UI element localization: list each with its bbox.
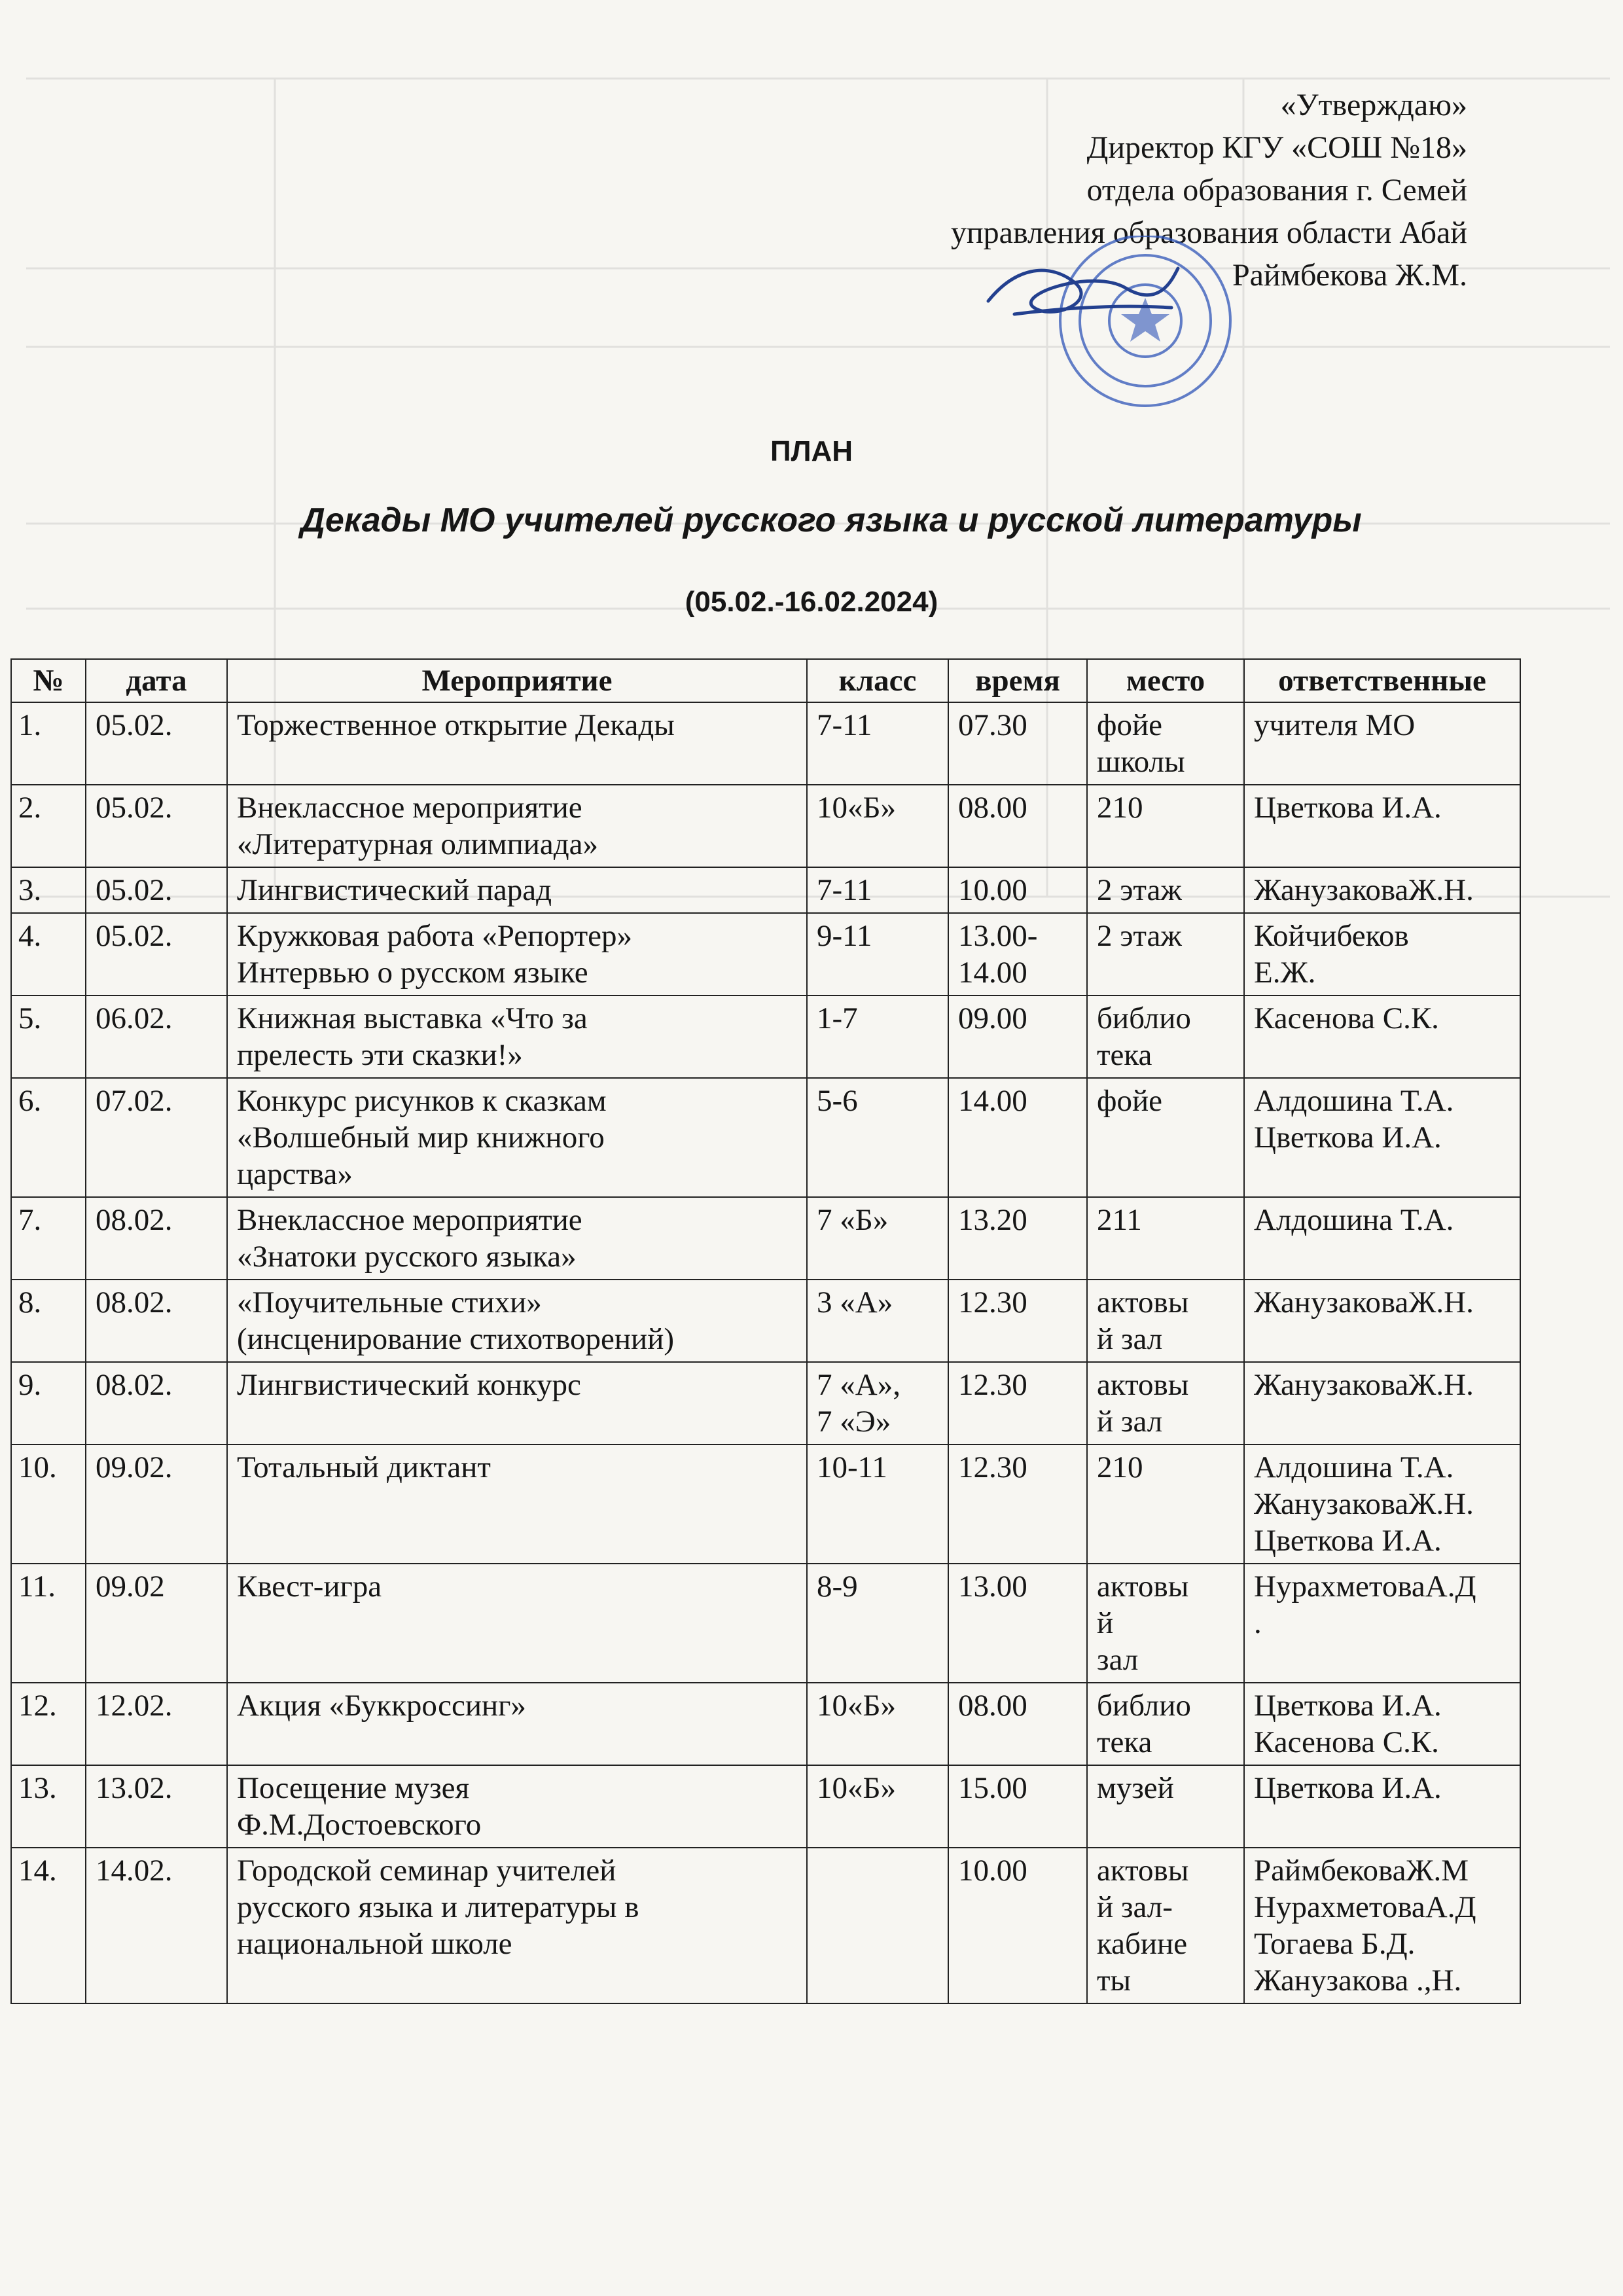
cell-event: «Поучительные стихи» (инсценирование стихотворений) <box>227 1280 807 1362</box>
cell-time: 12.30 <box>948 1362 1087 1444</box>
approval-signer: Раймбекова Ж.М. <box>1232 258 1467 293</box>
cell-date: 12.02. <box>86 1683 227 1765</box>
cell-responsible: ЖанузаковаЖ.Н. <box>1244 1362 1520 1444</box>
cell-event: Лингвистический парад <box>227 867 807 913</box>
cell-place: 2 этаж <box>1087 867 1244 913</box>
cell-date: 08.02. <box>86 1362 227 1444</box>
document-dates: (05.02.-16.02.2024) <box>685 586 938 618</box>
header-place: место <box>1087 659 1244 702</box>
cell-place: 211 <box>1087 1197 1244 1280</box>
cell-event: Кружковая работа «Репортер» Интервью о русском языке <box>227 913 807 996</box>
cell-number: 4. <box>11 913 86 996</box>
cell-class: 9-11 <box>807 913 948 996</box>
cell-class: 10«Б» <box>807 1765 948 1848</box>
cell-place: актовы й зал <box>1087 1564 1244 1683</box>
table-row <box>11 996 1520 1078</box>
table-row <box>11 1280 1520 1362</box>
cell-time: 08.00 <box>948 785 1087 867</box>
table-row <box>11 1765 1520 1848</box>
cell-time: 07.30 <box>948 702 1087 785</box>
cell-event: Внеклассное мероприятие «Литературная олимпиада» <box>227 785 807 867</box>
cell-time: 13.20 <box>948 1197 1087 1280</box>
cell-class: 7-11 <box>807 702 948 785</box>
cell-class: 10«Б» <box>807 785 948 867</box>
cell-number: 13. <box>11 1765 86 1848</box>
cell-date: 09.02. <box>86 1444 227 1564</box>
cell-responsible: Цветкова И.А. <box>1244 1765 1520 1848</box>
table-row <box>11 913 1520 996</box>
cell-event: Городской семинар учителей русского языка и литературы в национальной школе <box>227 1848 807 2003</box>
header-event: Мероприятие <box>227 659 807 702</box>
document-subtitle: Декады МО учителей русского языка и русской литературы <box>300 501 1362 539</box>
cell-place: актовы й зал <box>1087 1280 1244 1362</box>
table-row <box>11 1444 1520 1564</box>
cell-number: 12. <box>11 1683 86 1765</box>
cell-event: Торжественное открытие Декады <box>227 702 807 785</box>
table-row <box>11 785 1520 867</box>
cell-time: 09.00 <box>948 996 1087 1078</box>
cell-time: 13.00 <box>948 1564 1087 1683</box>
cell-place: музей <box>1087 1765 1244 1848</box>
cell-event: Квест-игра <box>227 1564 807 1683</box>
table-row <box>11 1564 1520 1683</box>
cell-date: 08.02. <box>86 1280 227 1362</box>
cell-responsible: Алдошина Т.А. ЖанузаковаЖ.Н. Цветкова И.А. <box>1244 1444 1520 1564</box>
cell-event: Тотальный диктант <box>227 1444 807 1564</box>
header-responsible: ответственные <box>1244 659 1520 702</box>
cell-class: 7 «А», 7 «Э» <box>807 1362 948 1444</box>
table-row <box>11 867 1520 913</box>
cell-number: 9. <box>11 1362 86 1444</box>
cell-responsible: Алдошина Т.А. <box>1244 1197 1520 1280</box>
table-row <box>11 1078 1520 1197</box>
cell-date: 09.02 <box>86 1564 227 1683</box>
cell-responsible: Алдошина Т.А. Цветкова И.А. <box>1244 1078 1520 1197</box>
cell-responsible: Койчибеков Е.Ж. <box>1244 913 1520 996</box>
table-row <box>11 1848 1520 2003</box>
approval-line: отдела образования г. Семей <box>1086 173 1467 207</box>
events-table <box>10 658 1521 2004</box>
approval-line: Директор КГУ «СОШ №18» <box>1086 130 1467 165</box>
cell-class: 7 «Б» <box>807 1197 948 1280</box>
cell-responsible: Цветкова И.А. Касенова С.К. <box>1244 1683 1520 1765</box>
cell-event: Книжная выставка «Что за прелесть эти сказки!» <box>227 996 807 1078</box>
cell-place: 210 <box>1087 1444 1244 1564</box>
approval-line: «Утверждаю» <box>1280 88 1467 122</box>
cell-place: 210 <box>1087 785 1244 867</box>
cell-number: 10. <box>11 1444 86 1564</box>
approval-block <box>951 84 1467 296</box>
cell-date: 05.02. <box>86 867 227 913</box>
cell-date: 06.02. <box>86 996 227 1078</box>
cell-number: 11. <box>11 1564 86 1683</box>
cell-number: 2. <box>11 785 86 867</box>
cell-number: 6. <box>11 1078 86 1197</box>
cell-time: 13.00- 14.00 <box>948 913 1087 996</box>
cell-class: 5-6 <box>807 1078 948 1197</box>
cell-event: Лингвистический конкурс <box>227 1362 807 1444</box>
cell-event: Посещение музея Ф.М.Достоевского <box>227 1765 807 1848</box>
approval-line: управления образования области Абай <box>950 215 1467 250</box>
cell-responsible: РаймбековаЖ.М НурахметоваА.Д Тогаева Б.Д. Жанузакова .,Н. <box>1244 1848 1520 2003</box>
cell-date: 14.02. <box>86 1848 227 2003</box>
table-row <box>11 702 1520 785</box>
cell-place: актовы й зал- кабине ты <box>1087 1848 1244 2003</box>
cell-event: Внеклассное мероприятие «Знатоки русского языка» <box>227 1197 807 1280</box>
cell-class: 1-7 <box>807 996 948 1078</box>
cell-number: 1. <box>11 702 86 785</box>
cell-date: 05.02. <box>86 702 227 785</box>
cell-responsible: Цветкова И.А. <box>1244 785 1520 867</box>
cell-place: библио тека <box>1087 996 1244 1078</box>
cell-responsible: ЖанузаковаЖ.Н. <box>1244 1280 1520 1362</box>
cell-place: 2 этаж <box>1087 913 1244 996</box>
cell-place: фойе <box>1087 1078 1244 1197</box>
table-row <box>11 1362 1520 1444</box>
cell-event: Акция «Буккроссинг» <box>227 1683 807 1765</box>
cell-responsible: Касенова С.К. <box>1244 996 1520 1078</box>
cell-time: 08.00 <box>948 1683 1087 1765</box>
cell-place: актовы й зал <box>1087 1362 1244 1444</box>
cell-date: 05.02. <box>86 785 227 867</box>
cell-date: 07.02. <box>86 1078 227 1197</box>
cell-time: 12.30 <box>948 1444 1087 1564</box>
cell-event: Конкурс рисунков к сказкам «Волшебный мир книжного царства» <box>227 1078 807 1197</box>
cell-date: 05.02. <box>86 913 227 996</box>
cell-time: 12.30 <box>948 1280 1087 1362</box>
cell-number: 3. <box>11 867 86 913</box>
cell-responsible: ЖанузаковаЖ.Н. <box>1244 867 1520 913</box>
cell-time: 10.00 <box>948 1848 1087 2003</box>
cell-class: 3 «А» <box>807 1280 948 1362</box>
cell-date: 08.02. <box>86 1197 227 1280</box>
cell-responsible: учителя МО <box>1244 702 1520 785</box>
cell-class: 8-9 <box>807 1564 948 1683</box>
document-title: ПЛАН <box>770 435 853 467</box>
cell-place: фойе школы <box>1087 702 1244 785</box>
header-time: время <box>948 659 1087 702</box>
table-row <box>11 1683 1520 1765</box>
cell-responsible: НурахметоваА.Д . <box>1244 1564 1520 1683</box>
cell-time: 14.00 <box>948 1078 1087 1197</box>
cell-place: библио тека <box>1087 1683 1244 1765</box>
cell-number: 8. <box>11 1280 86 1362</box>
header-date: дата <box>86 659 227 702</box>
cell-number: 14. <box>11 1848 86 2003</box>
cell-number: 5. <box>11 996 86 1078</box>
cell-date: 13.02. <box>86 1765 227 1848</box>
cell-class: 10«Б» <box>807 1683 948 1765</box>
cell-class <box>807 1848 948 2003</box>
cell-class: 10-11 <box>807 1444 948 1564</box>
header-number: № <box>11 659 86 702</box>
table-header-row <box>11 659 1520 702</box>
table-row <box>11 1197 1520 1280</box>
cell-time: 10.00 <box>948 867 1087 913</box>
header-class: класс <box>807 659 948 702</box>
cell-time: 15.00 <box>948 1765 1087 1848</box>
cell-class: 7-11 <box>807 867 948 913</box>
cell-number: 7. <box>11 1197 86 1280</box>
